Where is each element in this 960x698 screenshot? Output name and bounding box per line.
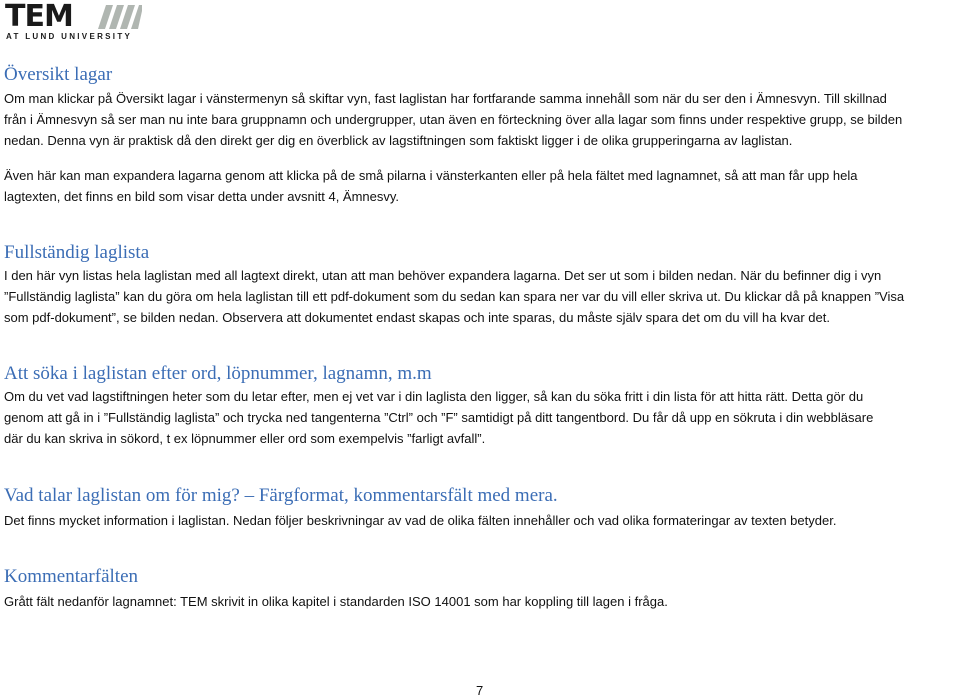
paragraph xyxy=(4,165,857,207)
text-line: lagtexten, det finns en bild som visar detta under avsnitt 4, Ämnesvy. xyxy=(4,189,400,204)
paragraph xyxy=(4,591,668,612)
paragraph xyxy=(4,265,904,328)
text-line: där du kan skriva in sökord, t ex löpnummer eller ord som exempelvis ”farligt avfall”. xyxy=(4,431,486,446)
text-line: ”Fullständig laglista” kan du göra om hela laglistan till ett pdf-dokument som du sedan kan spara ner var du vill eller skriva ut. Du klickar då på knappen ”Visa xyxy=(4,289,905,304)
text-line: Grått fält nedanför lagnamnet: TEM skrivit in olika kapitel i standarden ISO 14001 som har koppling till lagen i fråga. xyxy=(4,594,668,609)
logo-stripes-icon xyxy=(98,5,142,29)
text-line: I den här vyn listas hela laglistan med all lagtext direkt, utan att man behöver expandera lagarna. Det ser ut som i bilden nedan. När du befinner dig i vyn xyxy=(4,268,882,283)
text-line: Om du vet vad lagstiftningen heter som du letar efter, men ej vet var i din laglista den ligger, så kan du söka fritt i din lista för att hitta rätt. Detta gör du xyxy=(4,389,864,404)
text-line: från i Ämnesvyn så ser man nu inte bara gruppnamn och undergrupper, utan även en förteckning över alla lagar som finns under respektive grupp, se bilden xyxy=(4,112,903,127)
text-line: Det finns mycket information i laglistan. Nedan följer beskrivningar av vad de olika fälten innehåller och vad olika formateringar av texten betyder. xyxy=(4,513,837,528)
logo-subtitle: AT LUND UNIVERSITY xyxy=(6,32,133,41)
logo-wordmark: TEM xyxy=(5,0,73,34)
paragraph xyxy=(4,88,902,151)
section-heading: Vad talar laglistan om för mig? – Färgformat, kommentarsfält med mera. xyxy=(4,485,558,506)
page-number: 7 xyxy=(476,683,484,698)
text-line: genom att gå in i ”Fullständig laglista” och trycka ned tangenterna ”Ctrl” och ”F” samtidigt på ditt tangentbord. Du får då upp en sökruta i din webbläsare xyxy=(4,410,874,425)
text-line: Om man klickar på Översikt lagar i vänstermenyn så skiftar vyn, fast laglistan har fortfarande samma innehåll som när du ser den i Ämnesvyn. Till skillnad xyxy=(4,91,887,106)
section-heading: Översikt lagar xyxy=(4,64,113,85)
section-heading: Att söka i laglistan efter ord, löpnummer, lagnamn, m.m xyxy=(4,363,432,384)
text-line: som pdf-dokument”, se bilden nedan. Observera att dokumentet endast skapas och inte sparas, du måste själv spara det om du vill ha kvar det. xyxy=(4,310,830,325)
text-line: nedan. Denna vyn är praktisk då den direkt ger dig en överblick av lagstiftningen som faktiskt ligger i de olika grupperingarna av laglistan. xyxy=(4,133,793,148)
paragraph xyxy=(4,386,873,449)
section-heading: Fullständig laglista xyxy=(4,242,150,263)
text-line: Även här kan man expandera lagarna genom att klicka på de små pilarna i vänsterkanten eller på hela fältet med lagnamnet, så att man får upp hela xyxy=(4,168,858,183)
paragraph xyxy=(4,510,836,531)
section-heading: Kommentarfälten xyxy=(4,566,139,587)
tem-logo xyxy=(5,0,145,44)
